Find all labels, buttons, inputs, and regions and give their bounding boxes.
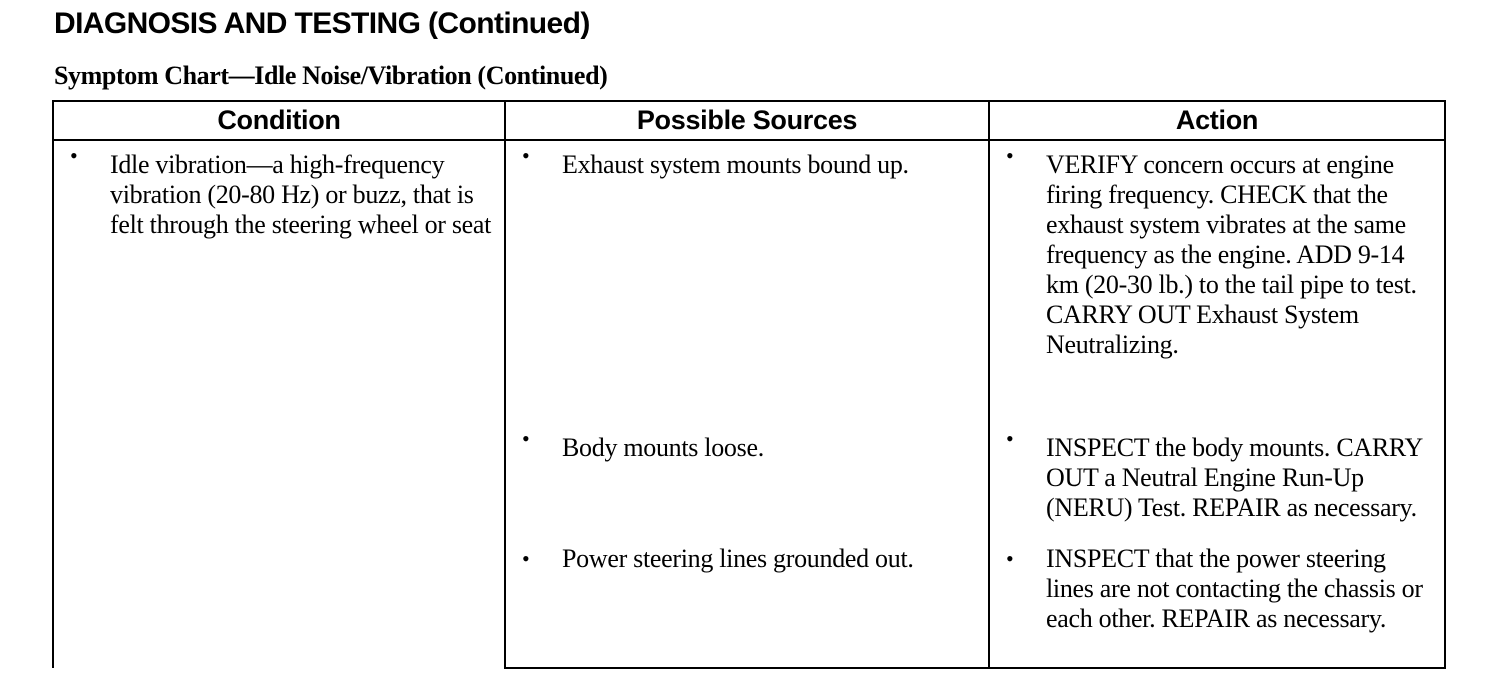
action-item: [990, 424, 1444, 523]
bullet-icon: •: [522, 546, 530, 571]
bullet-icon: •: [1006, 143, 1014, 168]
action-item: [990, 544, 1444, 634]
page-heading: DIAGNOSIS AND TESTING (Continued): [54, 7, 590, 40]
source-item: [506, 141, 988, 180]
action-text: INSPECT the body mounts. CARRY OUT a Neutral Engine Run-Up (NERU) Test. REPAIR as necessary.: [1046, 433, 1422, 522]
action-text: INSPECT that the power steering lines are not contacting the chassis or each other. REPAIR as necessary.: [1046, 544, 1423, 633]
source-text: Exhaust system mounts bound up.: [562, 150, 909, 179]
action-cell: [989, 544, 1445, 668]
source-text: Power steering lines grounded out.: [562, 544, 914, 573]
table-row: [53, 140, 1445, 424]
action-cell: [989, 140, 1445, 424]
source-item: [506, 544, 988, 574]
bullet-icon: •: [1006, 546, 1014, 571]
condition-item: [54, 141, 504, 240]
source-cell: [505, 544, 989, 668]
symptom-chart-title: Symptom Chart—Idle Noise/Vibration (Continued): [54, 61, 608, 90]
source-cell: [505, 424, 989, 544]
bullet-icon: •: [70, 143, 78, 168]
condition-text: Idle vibration—a high-frequency vibration (20-80 Hz) or buzz, that is felt through the steering wheel or seat: [110, 150, 492, 239]
action-text: VERIFY concern occurs at engine firing frequency. CHECK that the exhaust system vibrates at the same frequency as the engine. ADD 9-14 km (20-30 lb.) to the tail pipe to test. CARRY OUT Exhaust System Neutralizing.: [1046, 150, 1417, 359]
table-header-row: [53, 101, 1445, 140]
column-header-possible-sources: Possible Sources: [505, 101, 989, 140]
symptom-chart-table: [52, 100, 1446, 669]
column-header-condition: Condition: [53, 101, 505, 140]
bullet-icon: •: [522, 426, 530, 451]
action-cell: [989, 424, 1445, 544]
bullet-icon: •: [522, 143, 530, 168]
source-item: [506, 424, 988, 463]
column-header-action: Action: [989, 101, 1445, 140]
condition-cell: [53, 140, 505, 668]
bullet-icon: •: [1006, 426, 1014, 451]
source-cell: [505, 140, 989, 424]
source-text: Body mounts loose.: [562, 433, 764, 462]
action-item: [990, 141, 1444, 360]
